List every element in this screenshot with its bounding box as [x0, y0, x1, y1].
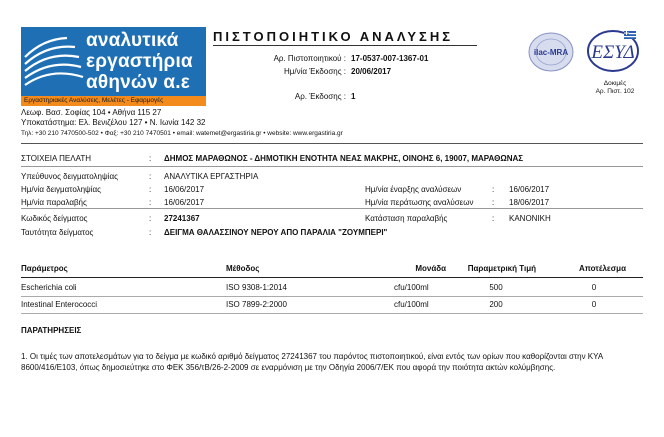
condition-value: ΚΑΝΟΝΙΚΗ	[509, 214, 551, 223]
col-header-method: Μέθοδος	[226, 264, 260, 273]
remarks-text: 1. Οι τιμές των αποτελεσμάτων για το δείγμα με κωδικό αριθμό δείγματος 27241367 του παρόντος πιστοποιητικού, είναι εντός των ορίων που καθορίζονται στην ΚΥΑ 8600/416/Ε103, όπως δημοσιεύτηκε στο ΦΕΚ 356/τΒ/26-2-2009 σε εναρμόνιση με την Οδηγία 2006/7/ΕΚ που αφορά την ποιότητα ακτών κολύμβησης.	[21, 352, 603, 372]
sample-identity-label: Ταυτότητα δείγματος	[21, 228, 94, 237]
tests-label: Δοκιμές	[603, 80, 627, 87]
cert-number: 17-0537-007-1367-01	[351, 54, 429, 63]
sample-code-colon: :	[149, 214, 152, 223]
col-header-result: Αποτέλεσμα	[578, 264, 626, 273]
col-header-parameter: Παράμετρος	[21, 264, 68, 273]
row-result: 0	[591, 300, 597, 309]
sample-identity-colon: :	[149, 228, 152, 237]
contact-info: Τηλ: +30 210 7470500-502 • Φαξ: +30 210 7470501 • email: watemet@ergastiria.gr • website: www.ergastiria.gr	[21, 130, 343, 137]
row-limit: 200	[489, 300, 503, 309]
logo-tagline: Εργαστηριακές Αναλύσεις, Μελέτες - Εφαρμογές	[21, 96, 206, 106]
col-header-unit: Μονάδα	[415, 264, 446, 273]
edition-label: Αρ. Έκδοσης :	[294, 92, 346, 101]
end-date-label: Ημ/νία περάτωσης αναλύσεων	[365, 198, 474, 207]
table-header-divider	[21, 277, 643, 278]
condition-label: Κατάσταση παραλαβής	[365, 214, 448, 223]
row-parameter: Escherichia coli	[21, 283, 77, 292]
ilac-text: ilac-MRA	[533, 48, 569, 57]
address-line-2: Υποκατάστημα: Ελ. Βενιζέλου 127 • Ν. Ιωνία 142 32	[21, 118, 206, 127]
sampling-date-label: Ημ/νία δειγματοληψίας	[21, 185, 102, 194]
table-row	[21, 300, 643, 312]
responsible-label: Υπεύθυνος δειγματοληψίας	[21, 172, 118, 181]
issue-date-label: Ημ/νία Έκδοσης :	[284, 67, 346, 76]
sample-code-value: 27241367	[164, 214, 200, 223]
sampling-divider	[21, 208, 643, 209]
logo-wave-icon	[21, 27, 91, 97]
end-date-value: 18/06/2017	[509, 198, 550, 207]
receipt-date-colon: :	[149, 198, 152, 207]
sampling-date-colon: :	[149, 185, 152, 194]
sample-code-label: Κωδικός δείγματος	[21, 214, 88, 223]
col-header-limit: Παραμετρική Τιμή	[467, 264, 536, 273]
client-colon: :	[149, 154, 152, 163]
remarks-title: ΠΑΡΑΤΗΡΗΣΕΙΣ	[21, 326, 82, 335]
document-title: ΠΙΣΤΟΠΟΙΗΤΙΚΟ ΑΝΑΛΥΣΗΣ	[213, 29, 454, 44]
row-method: ISO 7899-2:2000	[226, 300, 287, 309]
title-underline	[213, 45, 477, 46]
row-unit: cfu/100ml	[394, 300, 429, 309]
client-value: ΔΗΜΟΣ ΜΑΡΑΘΩΝΟΣ - ΔΗΜΟΤΙΚΗ ΕΝΟΤΗΤΑ ΝΕΑΣ ΜΑΚΡΗΣ, ΟΙΝΟΗΣ 6, 19007, ΜΑΡΑΘΩΝΑΣ	[164, 154, 524, 163]
start-date-label: Ημ/νία έναρξης αναλύσεων	[365, 185, 462, 194]
accreditation-number: Αρ. Πιστ. 102	[595, 88, 635, 95]
responsible-value: ΑΝΑΛΥΤΙΚΑ ΕΡΓΑΣΤΗΡΙΑ	[164, 172, 259, 181]
end-date-colon: :	[492, 198, 495, 207]
row-method: ISO 9308-1:2014	[226, 283, 287, 292]
logo-line-1: αναλυτικά	[86, 30, 179, 51]
address-line-1: Λεωφ. Βασ. Σοφίας 104 • Αθήνα 115 27	[21, 108, 162, 117]
receipt-date-label: Ημ/νία παραλαβής	[21, 198, 87, 207]
row-unit: cfu/100ml	[394, 283, 429, 292]
cert-number-label: Αρ. Πιστοποιητικού :	[273, 54, 346, 63]
start-date-value: 16/06/2017	[509, 185, 550, 194]
header-divider	[21, 143, 643, 144]
esyd-logo	[585, 28, 641, 74]
sampling-date-value: 16/06/2017	[164, 185, 205, 194]
ilac-mra-logo	[526, 31, 576, 73]
row-result: 0	[591, 283, 597, 292]
start-date-colon: :	[492, 185, 495, 194]
table-row	[21, 283, 643, 295]
issue-date: 20/06/2017	[351, 67, 392, 76]
condition-colon: :	[492, 214, 495, 223]
client-label: ΣΤΟΙΧΕΙΑ ΠΕΛΑΤΗ	[21, 154, 92, 163]
sample-identity-value: ΔΕΙΓΜΑ ΘΑΛΑΣΣΙΝΟΥ ΝΕΡΟΥ ΑΠΟ ΠΑΡΑΛΙΑ "ΖΟΥΜΠΕΡΙ"	[164, 228, 388, 237]
row-limit: 500	[489, 283, 503, 292]
receipt-date-value: 16/06/2017	[164, 198, 205, 207]
logo-line-3: αθηνών α.ε	[86, 72, 190, 93]
edition-number: 1	[351, 92, 356, 101]
esyd-text: ΕΣΥΔ	[591, 42, 635, 63]
responsible-colon: :	[149, 172, 152, 181]
row-parameter: Intestinal Enterococci	[21, 300, 98, 309]
client-divider	[21, 166, 643, 167]
row-divider	[21, 313, 643, 314]
row-divider	[21, 296, 643, 297]
logo-line-2: εργαστήρια	[86, 51, 193, 72]
